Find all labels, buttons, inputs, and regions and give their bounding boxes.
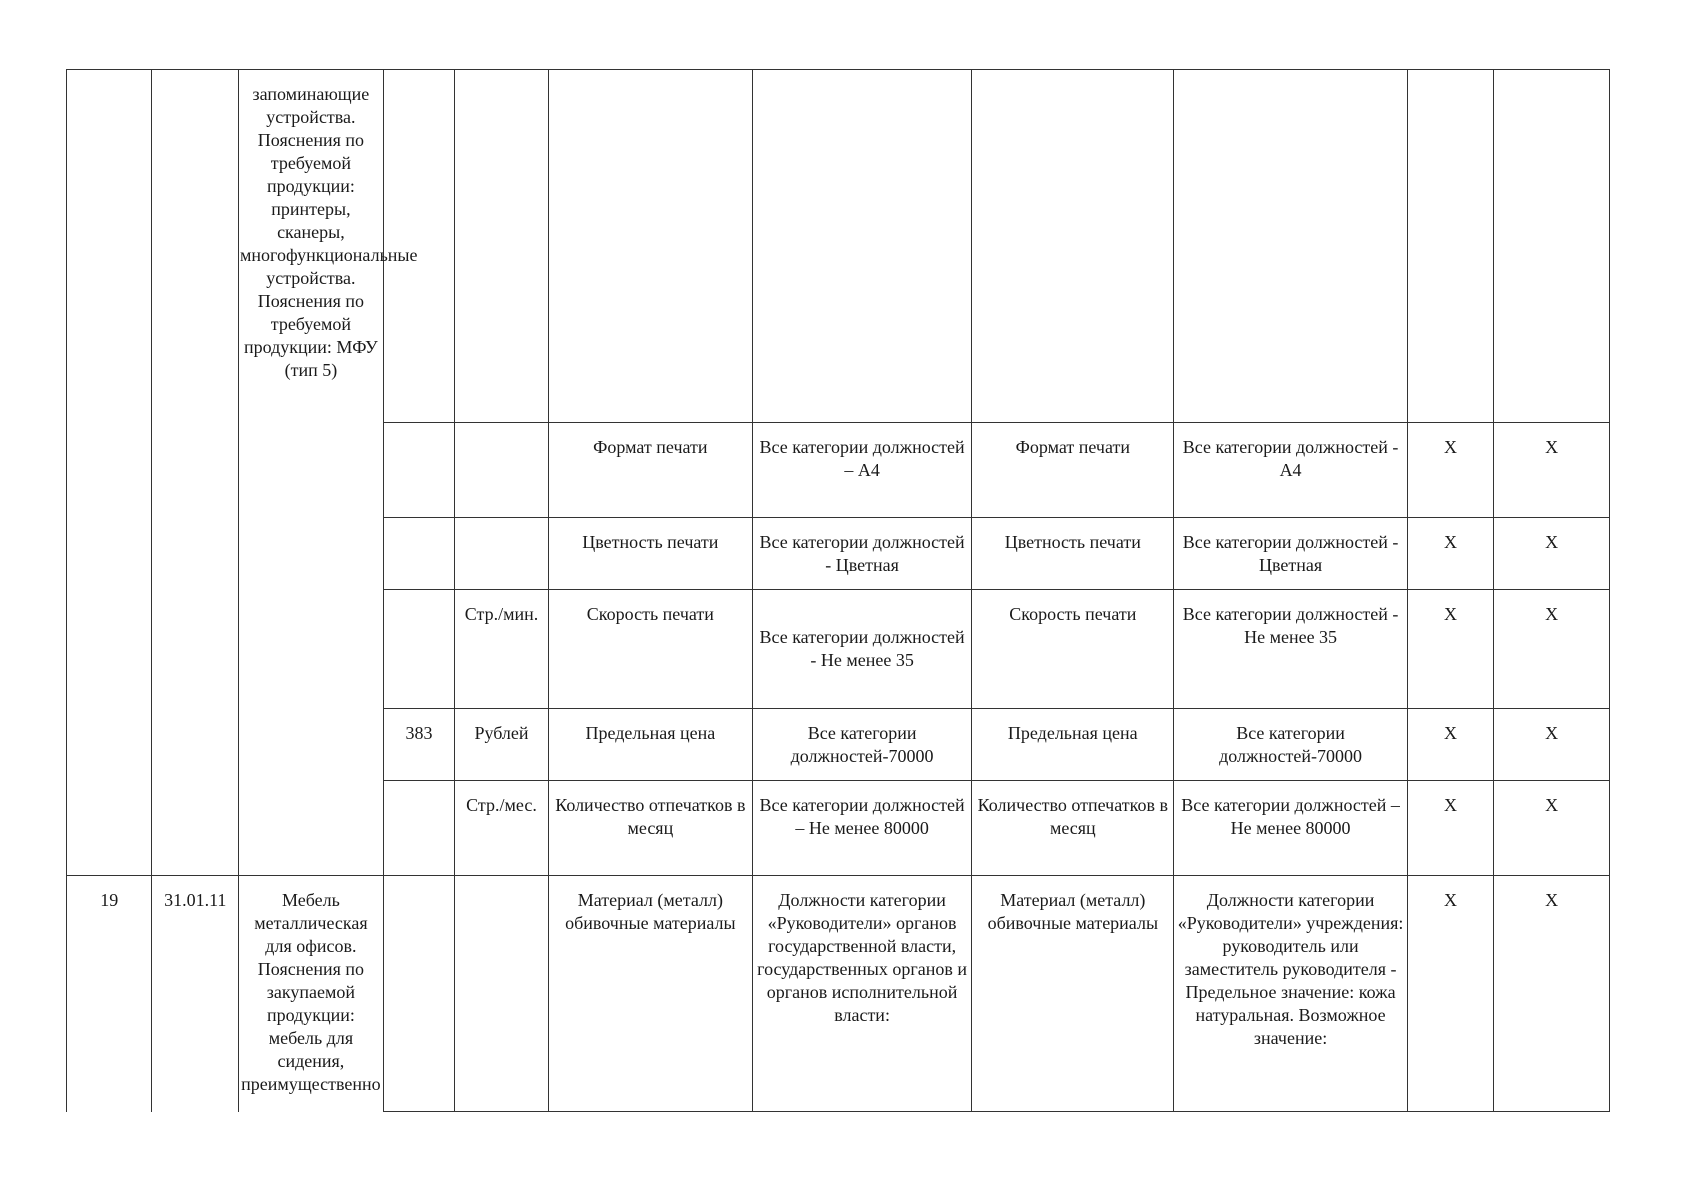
cell-value-2: Все категории должностей - А4	[1174, 423, 1407, 518]
cell-unit	[455, 70, 549, 423]
cell-unit	[455, 876, 549, 1112]
cell-x1: X	[1407, 781, 1494, 876]
value-text: Все категории должностей - Не менее 35	[759, 627, 965, 670]
cell-x1: X	[1407, 518, 1494, 590]
cell-unit	[455, 518, 549, 590]
cell-okei	[383, 781, 454, 876]
cell-name: запоминающие устройства. Пояснения по требуемой продукции: принтеры, сканеры, многофункциональные устройства. Пояснения по требуемой продукции: МФУ (тип 5)	[238, 70, 383, 876]
cell-x2: X	[1494, 423, 1610, 518]
cell-unit: Стр./мин.	[455, 590, 549, 709]
document-page	[66, 69, 1610, 1112]
cell-value: Все категории должностей-70000	[752, 709, 971, 781]
requirements-table	[66, 69, 1610, 1112]
cell-okei	[383, 518, 454, 590]
cell-value-2: Все категории должностей – Не менее 80000	[1174, 781, 1407, 876]
cell-code	[152, 70, 239, 876]
cell-okei	[383, 590, 454, 709]
table-row	[67, 876, 1610, 1112]
cell-characteristic: Скорость печати	[548, 590, 752, 709]
cell-unit: Стр./мес.	[455, 781, 549, 876]
cell-value: Все категории должностей – А4	[752, 423, 971, 518]
cell-x2: X	[1494, 876, 1610, 1112]
cell-x2: X	[1494, 590, 1610, 709]
table-row	[67, 70, 1610, 423]
cell-unit	[455, 423, 549, 518]
cell-x2: X	[1494, 709, 1610, 781]
cell-characteristic-2: Материал (металл) обивочные материалы	[972, 876, 1174, 1112]
cell-x2: X	[1494, 518, 1610, 590]
cell-value-2: Все категории должностей-70000	[1174, 709, 1407, 781]
cell-value: Должности категории «Руководители» органов государственной власти, государственных органов и органов исполнительной власти:	[752, 876, 971, 1112]
cell-characteristic-2: Предельная цена	[972, 709, 1174, 781]
cell-characteristic-2: Цветность печати	[972, 518, 1174, 590]
cell-characteristic: Формат печати	[548, 423, 752, 518]
cell-x1	[1407, 70, 1494, 423]
cell-value	[752, 590, 971, 709]
cell-okei	[383, 423, 454, 518]
cell-x1: X	[1407, 876, 1494, 1112]
cell-num: 19	[67, 876, 152, 1112]
cell-name: Мебель металлическая для офисов. Пояснения по закупаемой продукции: мебель для сидения, преимущественно	[238, 876, 383, 1112]
cell-x2	[1494, 70, 1610, 423]
cell-characteristic-2	[972, 70, 1174, 423]
cell-x2: X	[1494, 781, 1610, 876]
cell-value: Все категории должностей - Цветная	[752, 518, 971, 590]
cell-unit: Рублей	[455, 709, 549, 781]
cell-characteristic	[548, 70, 752, 423]
cell-characteristic-2: Скорость печати	[972, 590, 1174, 709]
cell-x1: X	[1407, 590, 1494, 709]
cell-value-2: Должности категории «Руководители» учреждения: руководитель или заместитель руководителя - Предельное значение: кожа натуральная. Возможное значение:	[1174, 876, 1407, 1112]
cell-value-2: Все категории должностей - Не менее 35	[1174, 590, 1407, 709]
cell-characteristic: Предельная цена	[548, 709, 752, 781]
cell-value: Все категории должностей – Не менее 80000	[752, 781, 971, 876]
cell-code: 31.01.11	[152, 876, 239, 1112]
cell-characteristic-2: Количество отпечатков в месяц	[972, 781, 1174, 876]
cell-okei: 383	[383, 709, 454, 781]
cell-characteristic-2: Формат печати	[972, 423, 1174, 518]
cell-value-2: Все категории должностей - Цветная	[1174, 518, 1407, 590]
cell-value	[752, 70, 971, 423]
cell-value-2	[1174, 70, 1407, 423]
cell-okei	[383, 876, 454, 1112]
cell-x1: X	[1407, 709, 1494, 781]
cell-x1: X	[1407, 423, 1494, 518]
cell-characteristic: Цветность печати	[548, 518, 752, 590]
cell-characteristic: Материал (металл) обивочные материалы	[548, 876, 752, 1112]
cell-num	[67, 70, 152, 876]
cell-characteristic: Количество отпечатков в месяц	[548, 781, 752, 876]
